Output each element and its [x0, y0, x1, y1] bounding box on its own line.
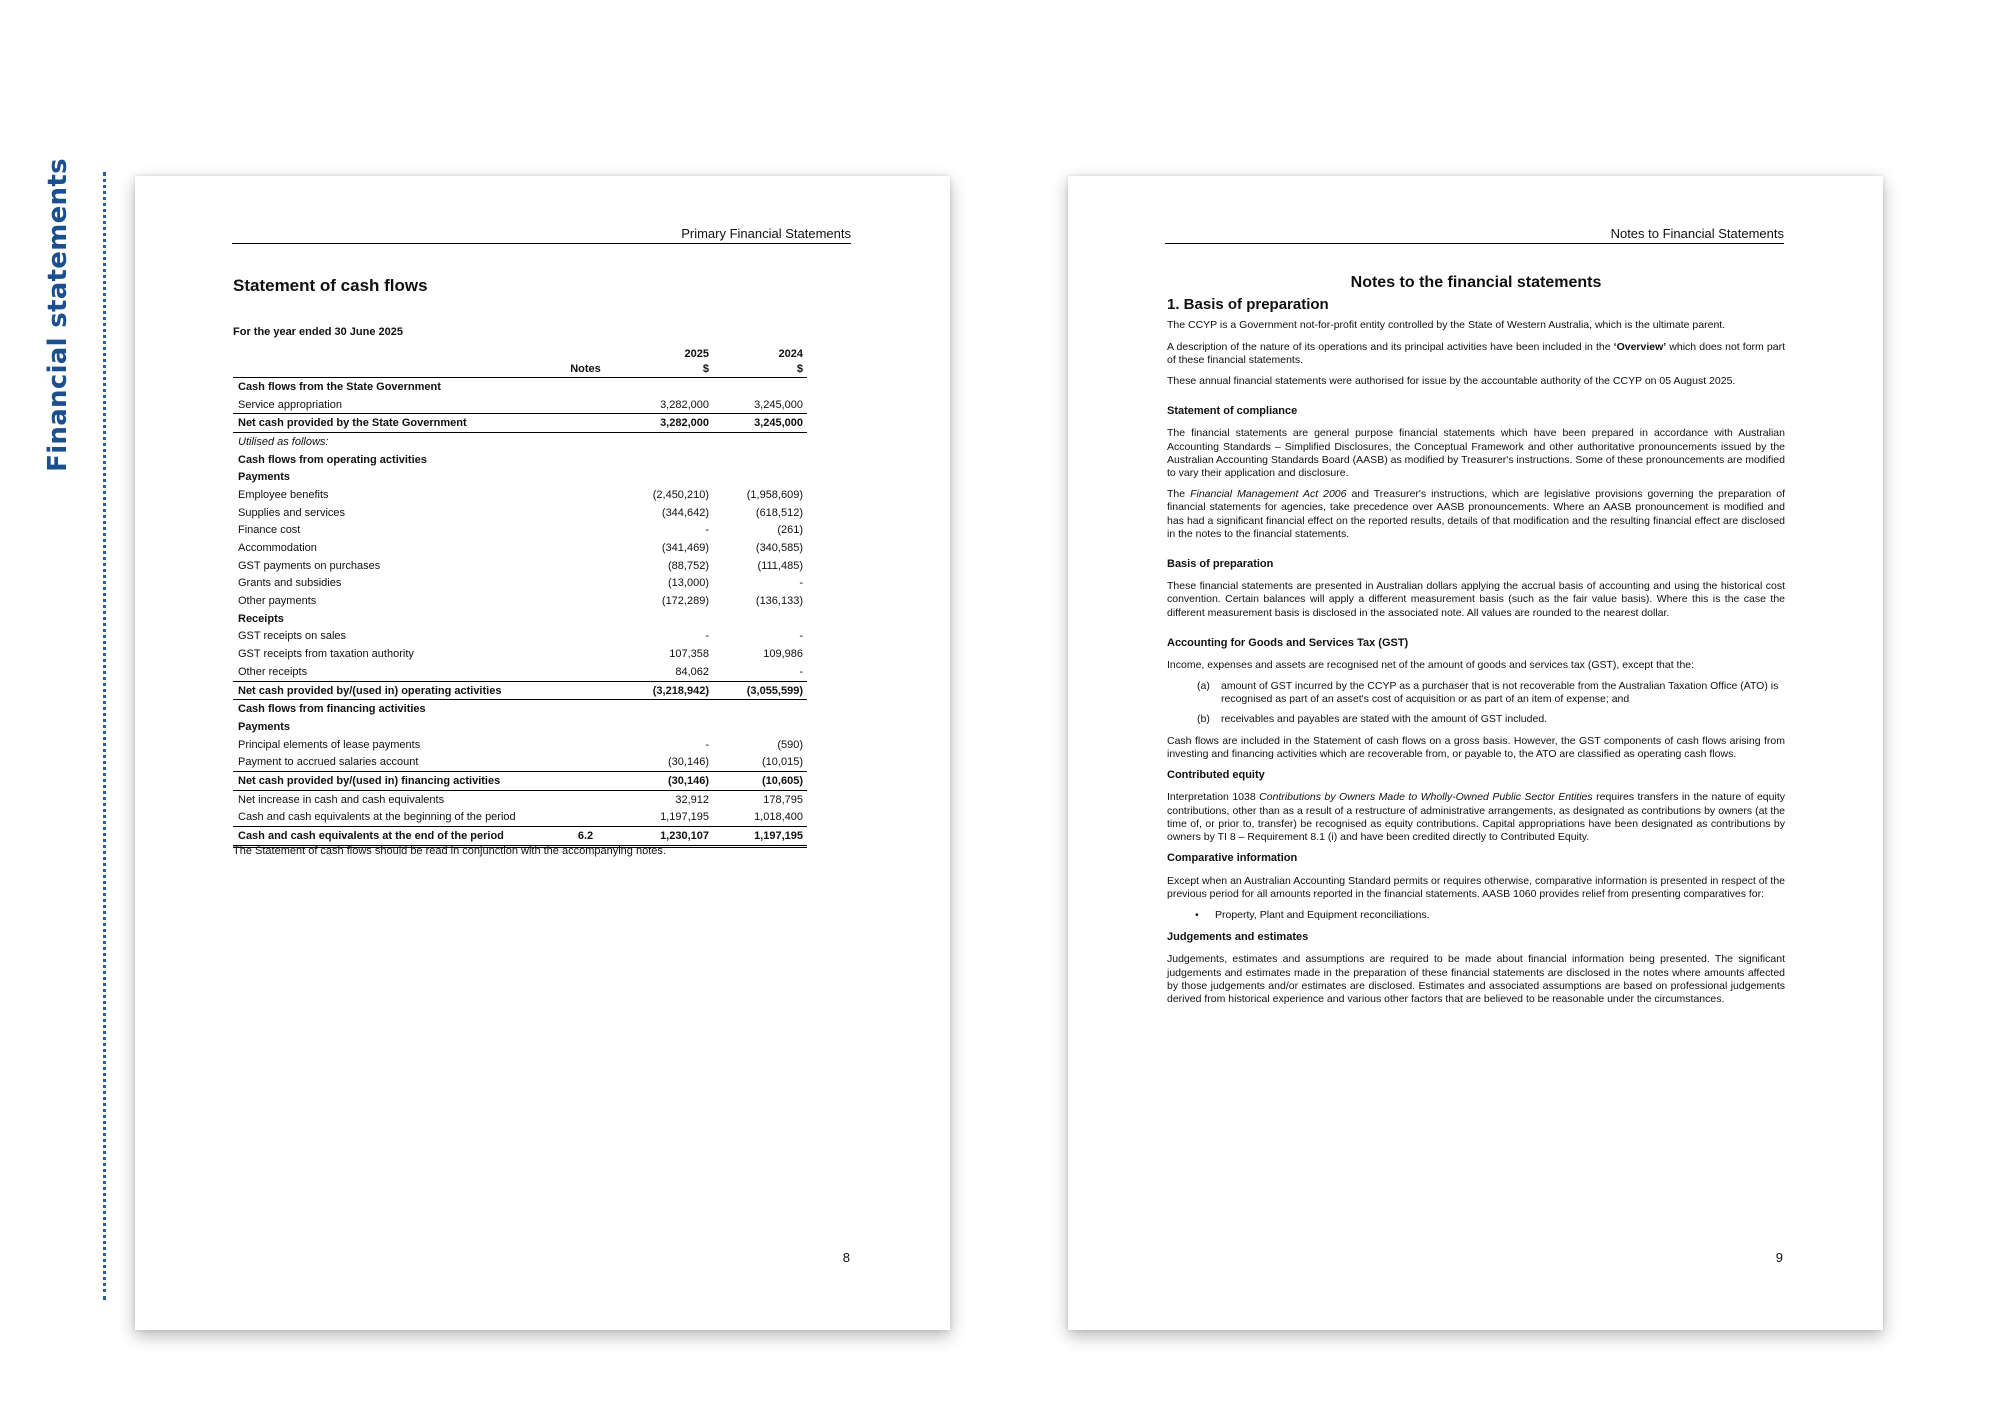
table-row	[233, 433, 807, 451]
cell-label: GST payments on purchases	[238, 559, 381, 572]
table-row	[233, 700, 807, 718]
cell-notes	[553, 396, 613, 414]
cell-v2024	[713, 378, 807, 396]
cell-label: Cash flows from financing activities	[238, 703, 426, 716]
cell-notes	[553, 753, 613, 771]
cell-notes	[553, 486, 613, 504]
section-label	[38, 158, 78, 472]
cell-v2025: 32,912	[675, 793, 709, 806]
cell-v2025: -	[705, 630, 709, 643]
cell-v2025	[613, 700, 713, 718]
page-number: 8	[842, 1250, 850, 1265]
table-row	[233, 486, 807, 504]
cell-notes	[553, 681, 613, 700]
table-row	[233, 468, 807, 486]
statement-title: Statement of cash flows	[233, 276, 428, 295]
cell-notes	[553, 772, 613, 791]
cell-label: Payment to accrued salaries account	[238, 756, 419, 769]
notes-title: Notes to the financial statements	[1350, 274, 1602, 291]
cell-label: Accommodation	[238, 542, 317, 555]
cell-v2024: 109,986	[763, 648, 803, 661]
cell-v2025: (13,000)	[668, 577, 709, 590]
cell-label: Cash flows from the State Government	[238, 380, 441, 393]
cell-v2025	[613, 468, 713, 486]
cell-label: Cash flows from operating activities	[238, 453, 427, 466]
cell-v2024: 1,197,195	[713, 827, 807, 847]
cell-v2025: 1,230,107	[613, 827, 713, 847]
cell-notes	[553, 718, 613, 736]
cell-label: Net increase in cash and cash equivalents	[238, 793, 445, 806]
cell-v2025: 107,358	[669, 648, 709, 661]
cell-notes	[553, 610, 613, 628]
bullet-item: • Property, Plant and Equipment reconciliations.	[1195, 908, 1430, 921]
table-row	[233, 378, 807, 396]
col-2025-unit: $	[613, 362, 713, 378]
col-2024-unit: $	[713, 362, 807, 378]
table-row	[233, 718, 807, 736]
section-label-text: Financial statements	[43, 158, 73, 472]
table-header-year-row	[233, 347, 807, 362]
table-row	[233, 396, 807, 414]
cell-label: Utilised as follows:	[238, 435, 329, 448]
paragraph: The CCYP is a Government not-for-profit entity controlled by the State of Western Australia, which is the ultimate parent.	[1167, 319, 1726, 332]
col-2025-header: 2025	[684, 348, 709, 360]
cell-label: Cash and cash equivalents at the end of the period	[233, 827, 553, 847]
cell-v2025: (341,469)	[661, 542, 709, 555]
table-row	[233, 790, 807, 808]
paragraph: The financial statements are general purpose financial statements which have been prepared in accordance with Australian Accounting Standards – Simplified Disclosures, the Conceptual Framework and other authoritative pronouncements issued by the Australian Accounting Standards Board (AASB) as modified by Treasurer's instructions. Some of these pronouncements are modified to vary their application and disclosure.	[1167, 427, 1785, 480]
page-8	[135, 176, 950, 1330]
paragraph: Except when an Australian Accounting Standard permits or requires otherwise, comparative information is presented in respect of the previous period for all amounts reported in the financial statements. AASB 1060 provides relief from presenting comparatives for:	[1167, 874, 1785, 900]
page-9	[1068, 176, 1883, 1330]
cell-v2025	[613, 433, 713, 451]
subheading: Judgements and estimates	[1167, 931, 1309, 944]
cell-v2024	[713, 433, 807, 451]
cell-v2024: (618,512)	[755, 506, 803, 519]
cell-v2024: -	[799, 630, 803, 643]
cell-v2024: (136,133)	[755, 595, 803, 608]
table-row	[233, 681, 807, 700]
cell-v2025: 84,062	[675, 665, 709, 678]
cell-v2024: 3,245,000	[713, 414, 807, 433]
table-row	[233, 522, 807, 540]
subheading: Accounting for Goods and Services Tax (GST)	[1167, 636, 1409, 649]
cell-v2024: (3,055,599)	[713, 681, 807, 700]
cell-notes	[553, 645, 613, 663]
cell-v2024: (1,958,609)	[746, 488, 803, 501]
page-number: 9	[1775, 1250, 1783, 1265]
cell-label: GST receipts from taxation authority	[238, 648, 414, 661]
cell-label: Finance cost	[238, 524, 301, 537]
table-row	[233, 557, 807, 575]
cell-label: Net cash provided by/(used in) operating activities	[233, 681, 553, 700]
cell-v2024: 3,245,000	[754, 398, 803, 411]
cell-v2024: (261)	[777, 524, 803, 537]
cell-v2025: (3,218,942)	[613, 681, 713, 700]
subheading: Statement of compliance	[1167, 405, 1298, 418]
list-item: (b) receivables and payables are stated with the amount of GST included.	[1197, 712, 1548, 725]
cell-label: Net cash provided by/(used in) financing activities	[233, 772, 553, 791]
paragraph: Judgements, estimates and assumptions are required to be made about financial information being presented. The significant judgements and estimates made in the preparation of these financial statements are disclosed in the notes where amounts affected by those judgements and/or estimates are disclosed. Estimates and associated assumptions are based on professional judgements derived from historical experience and various other factors that are believed to be reasonable under the circumstances.	[1167, 953, 1785, 1005]
subheading: Contributed equity	[1167, 769, 1265, 782]
cash-flow-table	[233, 347, 807, 848]
table-row	[233, 663, 807, 681]
cell-label: Grants and subsidies	[238, 577, 342, 590]
cell-v2025: -	[705, 738, 709, 751]
cell-v2024: (10,015)	[762, 756, 803, 769]
table-row	[233, 451, 807, 469]
paragraph: These financial statements are presented in Australian dollars applying the accrual basis of accounting and using the historical cost convention. Certain balances will apply a different measurement basis (such as the fair value basis). Where this is the case the different measurement basis is disclosed in the associated note. All values are rounded to the nearest dollar.	[1167, 580, 1785, 619]
statement-period: For the year ended 30 June 2025	[233, 326, 403, 338]
cell-v2024	[713, 610, 807, 628]
paragraph: A description of the nature of its operations and its principal activities have been included in the ‘Overview’ which does not form part of these financial statements.	[1167, 340, 1785, 366]
cell-v2025: -	[705, 524, 709, 537]
cell-notes	[553, 628, 613, 646]
subheading: Basis of preparation	[1167, 558, 1274, 571]
cell-v2025: (2,450,210)	[652, 488, 709, 501]
cell-v2024: -	[799, 577, 803, 590]
table-row	[233, 575, 807, 593]
cell-label: Supplies and services	[238, 506, 346, 519]
col-notes-header: Notes	[553, 362, 613, 378]
notes-body	[1167, 276, 1785, 1014]
cell-v2024	[713, 700, 807, 718]
cell-v2025: (344,642)	[661, 506, 709, 519]
table-row	[233, 592, 807, 610]
cell-notes	[553, 504, 613, 522]
cell-notes	[553, 575, 613, 593]
running-header: Notes to Financial Statements	[1165, 226, 1784, 244]
cell-notes	[553, 522, 613, 540]
cell-v2025	[613, 610, 713, 628]
table-row	[233, 610, 807, 628]
cell-label: Cash and cash equivalents at the beginning of the period	[238, 811, 516, 824]
list-item: (a) amount of GST incurred by the CCYP as a purchaser that is not recoverable from the Australian Taxation Office (ATO) is recognised as part of an asset's cost of acquisition or as part of an item of expense; and	[1197, 680, 1779, 706]
paragraph: The Financial Management Act 2006 and Treasurer's instructions, which are legislative provisions governing the preparation of financial statements for agencies, take precedence over AASB pronouncements. Where an AASB pronouncement is modified and has had a significant financial effect on the reported results, details of that modification and the resulting financial effect are disclosed in the notes to the financial statements.	[1167, 488, 1786, 540]
cell-label: GST receipts on sales	[238, 630, 347, 643]
cell-label: Receipts	[238, 612, 284, 625]
paragraph: Interpretation 1038 Contributions by Owners Made to Wholly-Owned Public Sector Entities requires transfers in the nature of equity contributions, other than as a result of a restructure of administrative arrangements, as designated as contributions by owners (at the time of, or prior to, transfer) be recognised as equity contributions. Capital appropriations have been designated as contributions by owners by TI 8 – Requirement 8.1 (i) and have been credited directly to Contributed Equity.	[1167, 791, 1785, 844]
cell-notes	[553, 736, 613, 754]
cell-notes	[553, 539, 613, 557]
cell-v2024	[713, 718, 807, 736]
cell-v2024: (111,485)	[757, 559, 803, 572]
table-header-unit-row	[233, 362, 807, 378]
paragraph: These annual financial statements were authorised for issue by the accountable authority of the CCYP on 05 August 2025.	[1167, 375, 1736, 388]
cell-v2024: (590)	[777, 738, 803, 751]
bullet-icon: •	[1195, 908, 1199, 921]
table-row	[233, 753, 807, 771]
cell-label: Principal elements of lease payments	[238, 738, 421, 751]
cell-label: Payments	[238, 471, 290, 484]
cell-label: Net cash provided by the State Government	[233, 414, 553, 433]
cell-notes	[553, 790, 613, 808]
table-row	[233, 504, 807, 522]
cell-v2024	[713, 451, 807, 469]
cell-notes	[553, 468, 613, 486]
table-row	[233, 736, 807, 754]
col-2024-header: 2024	[778, 348, 803, 360]
cell-v2025: 3,282,000	[613, 414, 713, 433]
cell-v2024: (340,585)	[755, 542, 803, 555]
running-header: Primary Financial Statements	[232, 226, 851, 244]
cell-v2025: 1,197,195	[660, 811, 709, 824]
cell-label: Other payments	[238, 595, 317, 608]
table-row	[233, 628, 807, 646]
cell-notes	[553, 809, 613, 827]
cell-label: Service appropriation	[238, 398, 342, 411]
table-row	[233, 772, 807, 791]
paragraph: Cash flows are included in the Statement of cash flows on a gross basis. However, the GST components of cash flows arising from investing and financing activities which are recoverable from, or payable to, the ATO are classified as operating cash flows.	[1167, 734, 1785, 761]
cell-v2025	[613, 451, 713, 469]
cell-v2024: -	[799, 665, 803, 678]
cell-notes	[553, 451, 613, 469]
cell-notes: 6.2	[553, 827, 613, 847]
table-row	[233, 645, 807, 663]
cell-v2025	[613, 718, 713, 736]
table-footnote: The Statement of cash flows should be read in conjunction with the accompanying notes.	[233, 845, 666, 857]
cell-v2024	[713, 468, 807, 486]
cell-v2025: (30,146)	[668, 756, 709, 769]
cell-notes	[553, 663, 613, 681]
table-row	[233, 539, 807, 557]
cell-v2025	[613, 378, 713, 396]
table-row	[233, 809, 807, 827]
cell-notes	[553, 378, 613, 396]
cell-notes	[553, 592, 613, 610]
table-row	[233, 827, 807, 847]
cell-notes	[553, 700, 613, 718]
cell-v2025: (30,146)	[613, 772, 713, 791]
cell-notes	[553, 557, 613, 575]
cell-notes	[553, 433, 613, 451]
table-row	[233, 414, 807, 433]
paragraph: Income, expenses and assets are recognised net of the amount of goods and services tax (GST), except that the:	[1167, 659, 1695, 672]
cell-label: Employee benefits	[238, 488, 329, 501]
cell-v2025: (172,289)	[661, 595, 709, 608]
cell-v2024: 178,795	[763, 793, 803, 806]
cell-label: Payments	[238, 720, 290, 733]
cell-v2024: 1,018,400	[754, 811, 803, 824]
section-heading: 1. Basis of preparation	[1167, 296, 1329, 314]
dotted-divider	[103, 172, 106, 1300]
cell-v2025: 3,282,000	[660, 398, 709, 411]
cell-label: Other receipts	[238, 665, 308, 678]
cell-notes	[553, 414, 613, 433]
subheading: Comparative information	[1167, 852, 1298, 865]
cell-v2024: (10,605)	[713, 772, 807, 791]
cell-v2025: (88,752)	[668, 559, 709, 572]
